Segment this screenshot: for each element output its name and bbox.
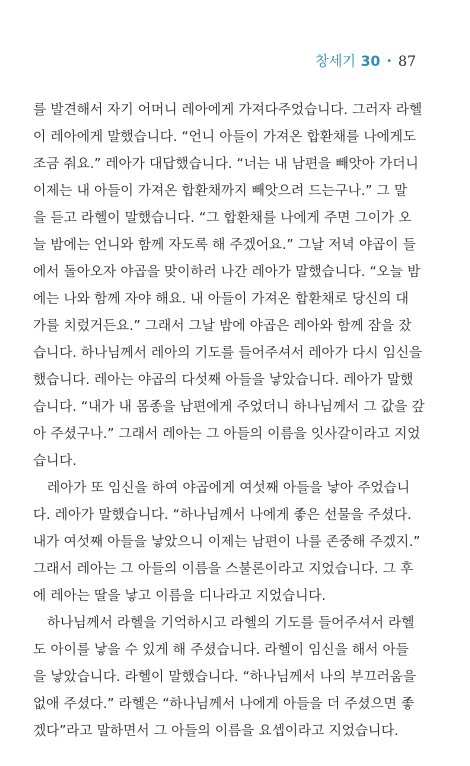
body-text	[33, 97, 433, 745]
text-line: 했습니다. 레아는 야곱의 다섯째 아들을 낳았습니다. 레아가 말했	[33, 372, 414, 388]
text-line: 다. 레아가 말했습니다. “하나님께서 나에게 좋은 선물을 주셨다.	[33, 507, 412, 523]
text-line: 내가 여섯째 아들을 낳았으니 이제는 남편이 나를 존중해 주겠지.”	[33, 534, 421, 550]
text-line: 레아가 또 임신을 하여 야곱에게 여섯째 아들을 낳아 주었습니	[47, 480, 410, 496]
text-line: 가를 치렀거든요.” 그래서 그날 밤에 야곱은 레아와 함께 잠을 잤	[33, 318, 412, 334]
text-line: 아 주셨구나.” 그래서 레아는 그 아들의 이름을 잇사갈이라고 지었	[33, 426, 421, 442]
text-line: 를 발견해서 자기 어머니 레아에게 가져다주었습니다. 그러자 라헬	[33, 102, 423, 118]
text-line: 도 아이를 낳을 수 있게 해 주셨습니다. 라헬이 임신을 해서 아들	[33, 642, 409, 658]
chapter-title: 창세기	[315, 54, 356, 70]
text-line: 습니다. “내가 내 몸종을 남편에게 주었더니 하나님께서 그 값을 갚	[33, 399, 425, 415]
text-line: 에서 돌아오자 야곱을 맞이하러 나간 레아가 말했습니다. “오늘 밤	[33, 264, 421, 280]
text-line: 이제는 내 아들이 가져온 합환채까지 빼앗으려 드는구나.” 그 말	[33, 183, 408, 199]
text-line: 겠다”라고 말하면서 그 아들의 이름을 요셉이라고 지었습니다.	[33, 723, 399, 739]
text-line: 에는 나와 함께 자야 해요. 내 아들이 가져온 합환채로 당신의 대	[33, 291, 409, 307]
header-separator: •	[386, 56, 393, 67]
text-line: 습니다.	[33, 453, 77, 469]
text-line: 이 레아에게 말했습니다. “언니 아들이 가져온 합환채를 나에게도	[33, 129, 417, 145]
text-line: 하나님께서 라헬을 기억하시고 라헬의 기도를 들어주셔서 라헬	[47, 615, 415, 631]
paragraph-2	[33, 475, 433, 610]
page-number: 87	[398, 54, 416, 70]
chapter-number: 30	[360, 54, 381, 70]
text-line: 그래서 레아는 그 아들의 이름을 스불론이라고 지었습니다. 그 후	[33, 561, 414, 577]
text-line: 을 낳았습니다. 라헬이 말했습니다. “하나님께서 나의 부끄러움을	[33, 669, 417, 685]
running-header	[315, 54, 416, 72]
text-line: 습니다. 하나님께서 레아의 기도를 들어주셔서 레아가 다시 임신을	[33, 345, 423, 361]
text-line: 없애 주셨다.” 라헬은 “하나님께서 나에게 아들을 더 주셨으면 좋	[33, 696, 415, 712]
text-line: 을 듣고 라헬이 말했습니다. “그 합환채를 나에게 주면 그이가 오	[33, 210, 412, 226]
text-line: 늘 밤에는 언니와 함께 자도록 해 주겠어요.” 그날 저녁 야곱이 들	[33, 237, 416, 253]
text-line: 조금 줘요.” 레아가 대답했습니다. “너는 내 남편을 빼앗아 가더니	[33, 156, 419, 172]
text-line: 에 레아는 딸을 낳고 이름을 디나라고 지었습니다.	[33, 588, 326, 604]
paragraph-1	[33, 97, 433, 475]
paragraph-3	[33, 610, 433, 745]
